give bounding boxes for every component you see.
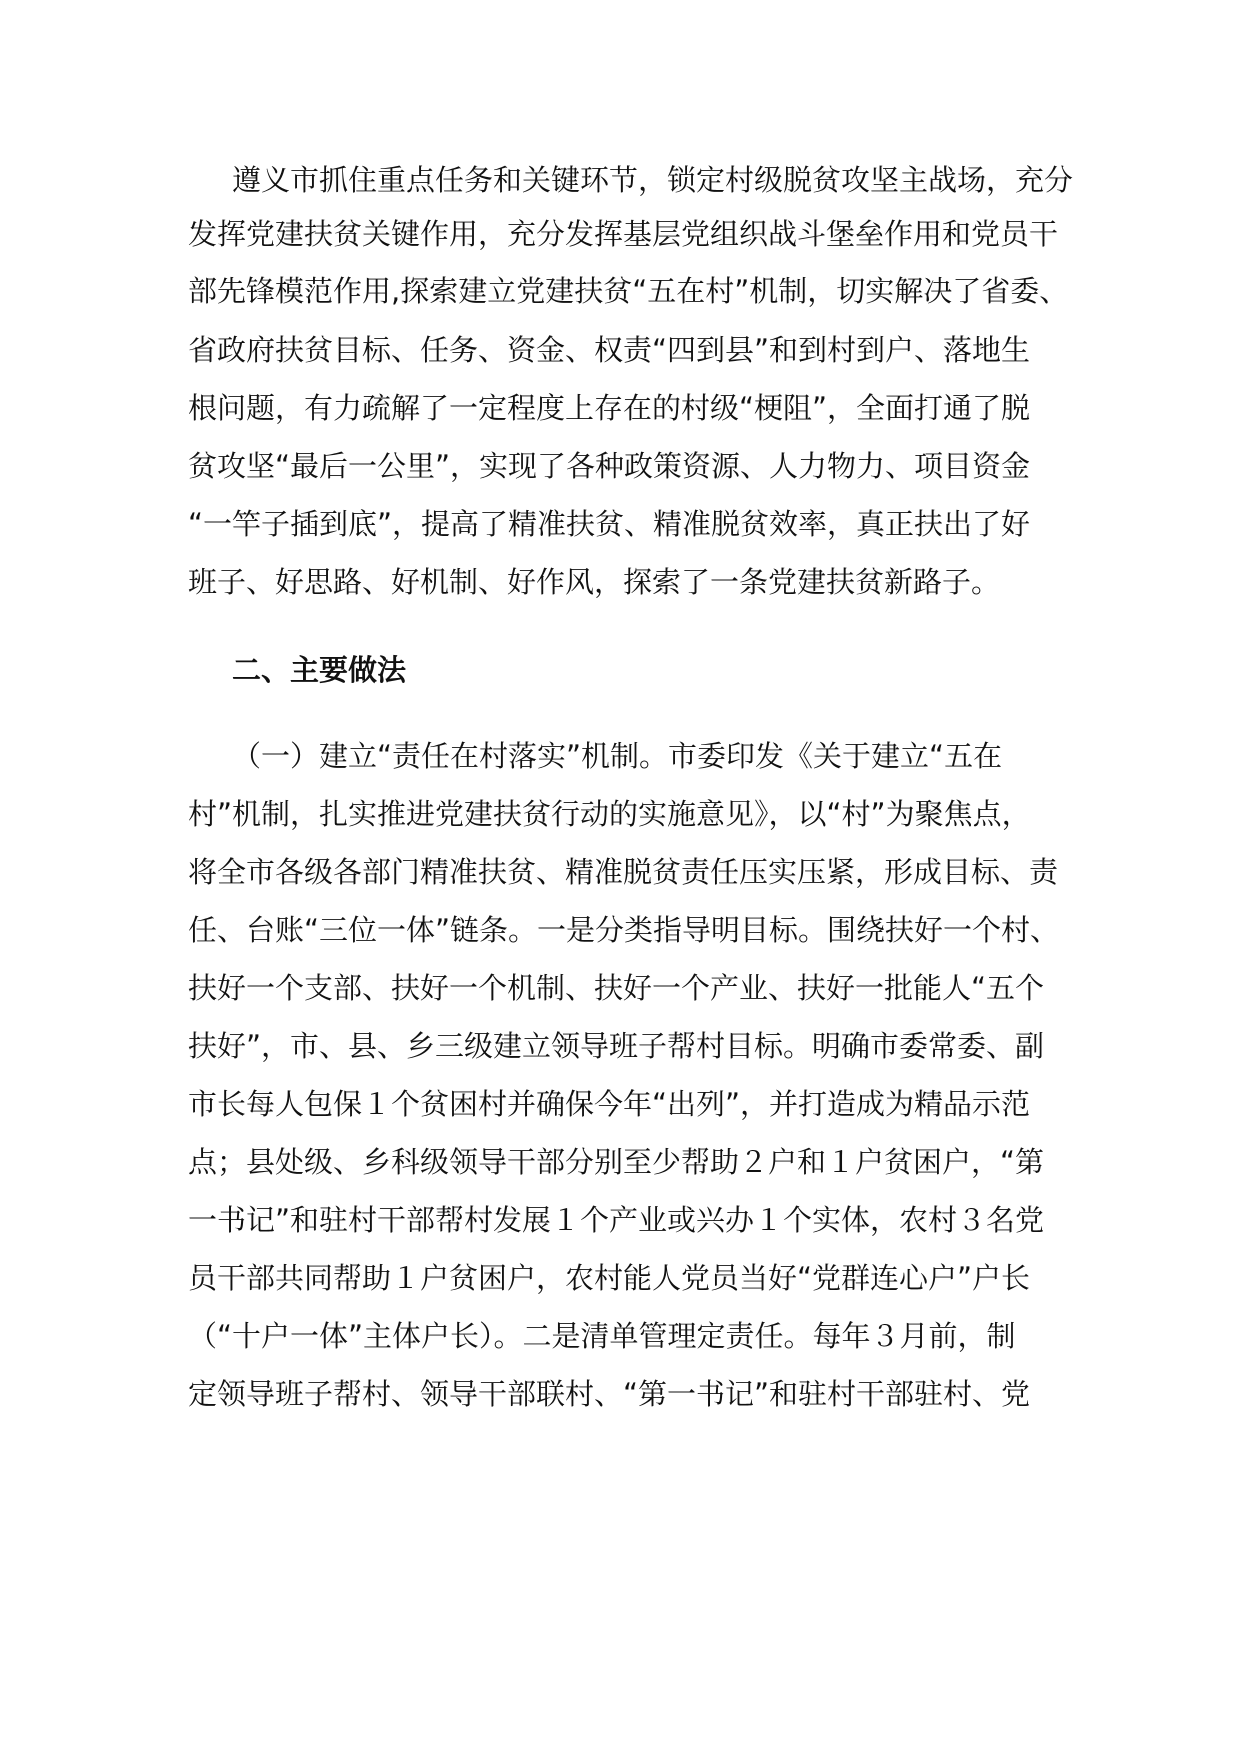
paragraph-line: 一书记”和驻村干部帮村发展１个产业或兴办１个实体，农村３名党 <box>188 1203 1045 1237</box>
paragraph-line: 村”机制，扎实推进党建扶贫行动的实施意见》，以“村”为聚焦点， <box>188 797 1031 831</box>
paragraph-line: 市长每人包保１个贫困村并确保今年“出列”，并打造成为精品示范 <box>188 1087 1031 1121</box>
paragraph-line: 点；县处级、乡科级领导干部分别至少帮助２户和１户贫困户，“第 <box>188 1145 1045 1179</box>
section-heading: 二、主要做法 <box>232 653 407 687</box>
paragraph-line: 发挥党建扶贫关键作用，充分发挥基层党组织战斗堡垒作用和党员干 <box>188 217 1059 251</box>
paragraph-line: 遵义市抓住重点任务和关键环节，锁定村级脱贫攻坚主战场，充分 <box>232 163 1074 197</box>
paragraph-line: 将全市各级各部门精准扶贫、精准脱贫责任压实压紧，形成目标、责 <box>188 855 1059 889</box>
paragraph-line: “一竿子插到底”，提高了精准扶贫、精准脱贫效率，真正扶出了好 <box>188 507 1031 541</box>
paragraph-line: 班子、好思路、好机制、好作风，探索了一条党建扶贫新路子。 <box>188 565 1001 599</box>
paragraph-line: 根问题，有力疏解了一定程度上存在的村级“梗阻”，全面打通了脱 <box>188 391 1031 425</box>
paragraph-line: 员干部共同帮助１户贫困户，农村能人党员当好“党群连心户”户长 <box>188 1261 1031 1295</box>
paragraph-line: 定领导班子帮村、领导干部联村、“第一书记”和驻村干部驻村、党 <box>188 1377 1031 1411</box>
paragraph-line: （“十户一体”主体户长）。二是清单管理定责任。每年３月前，制 <box>188 1319 1016 1353</box>
paragraph-line: 省政府扶贫目标、任务、资金、权责“四到县”和到村到户、落地生 <box>188 333 1031 367</box>
paragraph-line: 扶好”，市、县、乡三级建立领导班子帮村目标。明确市委常委、副 <box>188 1029 1045 1063</box>
paragraph-line: （一）建立“责任在村落实”机制。市委印发《关于建立“五在 <box>232 739 1003 773</box>
paragraph-line: 扶好一个支部、扶好一个机制、扶好一个产业、扶好一批能人“五个 <box>188 971 1045 1005</box>
paragraph-line: 贫攻坚“最后一公里”，实现了各种政策资源、人力物力、项目资金 <box>188 449 1031 483</box>
paragraph-line: 任、台账“三位一体”链条。一是分类指导明目标。围绕扶好一个村、 <box>188 913 1060 947</box>
paragraph-line: 部先锋模范作用,探索建立党建扶贫“五在村”机制，切实解决了省委、 <box>188 274 1069 308</box>
